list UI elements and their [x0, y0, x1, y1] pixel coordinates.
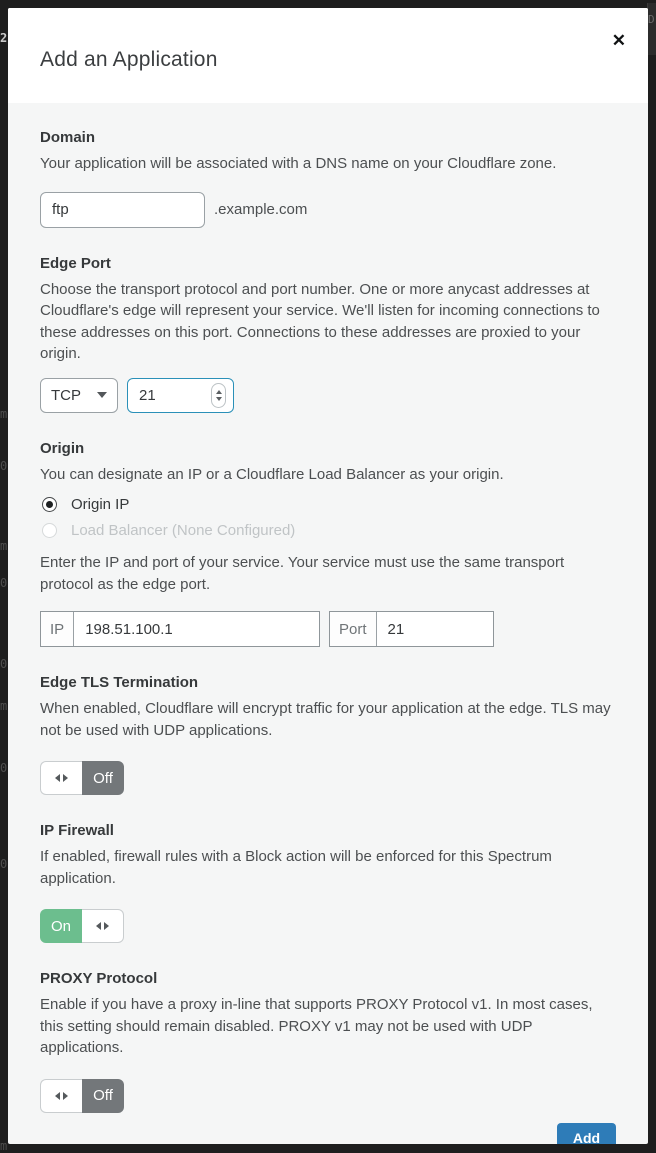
origin-ip-radio-label: Origin IP	[71, 496, 130, 513]
add-button[interactable]: Add	[557, 1123, 616, 1145]
background-text-fragment: 2	[0, 32, 8, 44]
stepper-up-icon[interactable]	[216, 390, 222, 394]
background-corner-fragment: D	[647, 3, 656, 55]
toggle-handle-icon[interactable]	[82, 909, 124, 943]
domain-suffix-label: .example.com	[214, 201, 308, 218]
ip-firewall-section	[40, 822, 616, 943]
ip-firewall-toggle[interactable]	[40, 909, 124, 943]
background-text-fragment: m	[0, 408, 8, 420]
protocol-selected-value: TCP	[51, 386, 81, 404]
domain-section	[40, 129, 616, 228]
proxy-protocol-toggle-state: Off	[82, 1079, 124, 1113]
background-text-fragment: 0	[0, 858, 8, 870]
origin-port-group	[329, 611, 494, 647]
stepper-down-icon[interactable]	[216, 397, 222, 401]
background-text-fragment: 0	[0, 762, 8, 774]
proxy-protocol-toggle[interactable]	[40, 1079, 124, 1113]
origin-port-input[interactable]	[377, 612, 493, 646]
page-title: Add an Application	[40, 48, 218, 71]
background-text-fragment: m	[0, 1140, 8, 1152]
background-text-fragment: m	[0, 700, 8, 712]
proxy-protocol-heading: PROXY Protocol	[40, 970, 158, 987]
proxy-protocol-section	[40, 970, 616, 1113]
modal-footer	[40, 1123, 616, 1145]
load-balancer-radio-label: Load Balancer (None Configured)	[71, 522, 296, 539]
close-icon[interactable]: ✕	[608, 28, 630, 53]
ip-firewall-heading: IP Firewall	[40, 822, 114, 839]
background-text-fragment: 0	[0, 577, 8, 589]
modal-header	[8, 8, 648, 103]
edge-tls-toggle[interactable]	[40, 761, 124, 795]
edge-tls-toggle-state: Off	[82, 761, 124, 795]
domain-heading: Domain	[40, 129, 96, 146]
origin-ip-radio-row[interactable]	[40, 496, 616, 513]
origin-ip-group	[40, 611, 320, 647]
background-text-fragment: m	[0, 540, 8, 552]
edge-port-section	[40, 255, 616, 413]
chevron-down-icon	[97, 392, 107, 398]
load-balancer-radio-row	[40, 522, 616, 539]
background-text-fragment: 0	[0, 460, 8, 472]
toggle-handle-icon[interactable]	[40, 761, 82, 795]
domain-description: Your application will be associated with a DNS name on your Cloudflare zone.	[40, 155, 557, 172]
domain-input[interactable]	[40, 192, 205, 228]
number-stepper[interactable]	[211, 383, 226, 408]
edge-tls-description: When enabled, Cloudflare will encrypt traffic for your application at the edge. TLS may not be used with UDP applications.	[40, 700, 611, 739]
origin-ip-note: Enter the IP and port of your service. Your service must use the same transport protocol as the edge port.	[40, 554, 565, 593]
origin-description: You can designate an IP or a Cloudflare Load Balancer as your origin.	[40, 465, 504, 483]
load-balancer-radio	[42, 523, 57, 538]
edge-port-description: Choose the transport protocol and port number. One or more anycast addresses at Cloudflare's edge will represent your service. We'll listen for incoming connections to these addresses on this port. Connections to these addresses are proxied to your origin.	[40, 280, 600, 362]
protocol-select[interactable]	[40, 378, 118, 413]
add-application-modal	[8, 8, 648, 1144]
edge-tls-section	[40, 674, 616, 795]
ip-prefix-label: IP	[41, 612, 74, 646]
background-text-fragment: 0	[0, 658, 8, 670]
edge-port-value: 21	[139, 386, 156, 404]
domain-row	[40, 192, 616, 228]
proxy-protocol-description: Enable if you have a proxy in-line that supports PROXY Protocol v1. In most cases, this setting should remain disabled. PROXY v1 may not be used with UDP applications.	[40, 996, 593, 1056]
edge-port-row	[40, 378, 616, 413]
port-prefix-label: Port	[330, 612, 377, 646]
origin-heading: Origin	[40, 439, 85, 457]
toggle-handle-icon[interactable]	[40, 1079, 82, 1113]
origin-ip-port-row	[40, 611, 616, 647]
origin-section	[40, 440, 616, 648]
ip-firewall-description: If enabled, firewall rules with a Block action will be enforced for this Spectrum application.	[40, 848, 552, 887]
origin-ip-radio[interactable]	[42, 497, 57, 512]
edge-tls-heading: Edge TLS Termination	[40, 674, 199, 691]
modal-body	[8, 103, 648, 1144]
edge-port-input[interactable]	[127, 378, 234, 413]
edge-port-heading: Edge Port	[40, 254, 111, 272]
origin-ip-input[interactable]	[74, 612, 319, 646]
ip-firewall-toggle-state: On	[40, 909, 82, 943]
